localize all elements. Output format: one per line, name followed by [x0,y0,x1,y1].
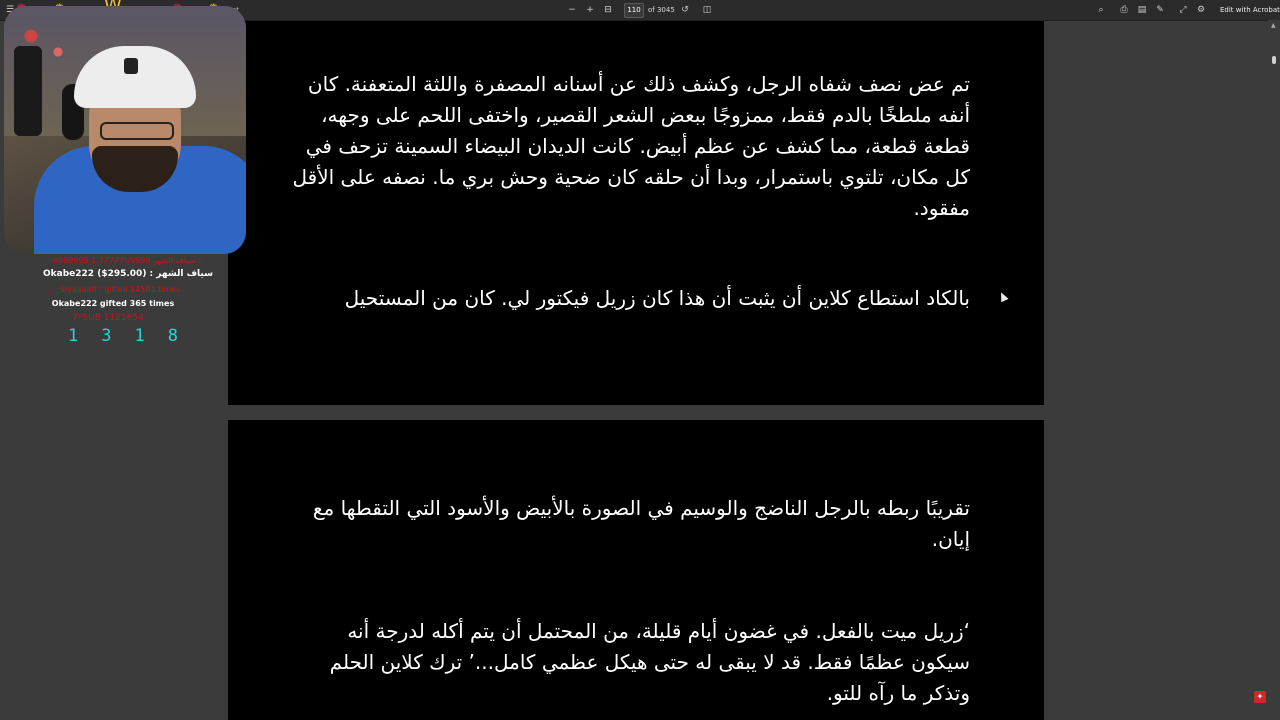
edit-with-acrobat-button[interactable]: Edit with Acrobat [1220,6,1280,14]
search-icon[interactable]: ⌕ [1098,5,1104,15]
counter-digit: 3 [101,326,112,346]
counter-digit: 8 [167,326,178,346]
page-paragraph: تم عض نصف شفاه الرجل، وكشف ذلك عن أسنانه المصفرة واللثة المتعفنة. كان أنفه ملطخًا بالدم فقط، ممزوجًا ببعض الشعر القصير، واختفى اللحم على وجهه، قطعة قطعة، مما كشف عن عظم أبيض. كانت الديدان البيضاء السمينة تزحف في كل مكان، تلتوي باستمرار، وبدا أن حلقه كان ضحية وحش بري ما. نصفه على الأقل مفقود. [292,72,970,220]
page-total-label: of 3045 [648,6,675,14]
acrobat-logo-icon[interactable]: ✦ [1254,691,1266,703]
sub-counter [68,326,178,346]
annotate-icon[interactable]: ✎ [1156,5,1164,15]
expand-icon[interactable]: ⤢ [1179,5,1187,15]
page-paragraph: تقريبًا ربطه بالرجل الناضج والوسيم في الصورة بالأبيض والأسود التي التقطها مع إيان. [312,496,970,551]
counter-digit: 1 [68,326,79,346]
page-paragraph: ‘زريل ميت بالفعل. في غضون أيام قليلة، من المحتمل أن يتم أكله لدرجة أنه سيكون عظمًا فقط. قد لا يبقى له حتى هيكل عظمي كامل...’ ترك كلاين الحلم وتذكر ما رآه للتو. [329,619,970,705]
fit-page-icon[interactable]: ⊟ [604,5,612,15]
save-icon[interactable]: ▤ [1137,5,1147,15]
webcam-feed [4,6,246,254]
sub-count-text: 7*SUB 1121654 [72,313,144,323]
pdf-page [228,420,1044,720]
scrollbar-thumb[interactable] [1272,56,1276,64]
print-icon[interactable]: ⎙ [1120,5,1128,15]
page-number-input[interactable]: 110 [624,3,644,18]
page-view-icon[interactable]: ◫ [702,5,712,15]
zoom-in-button[interactable]: + [586,5,594,15]
rotate-icon[interactable]: ↺ [681,5,689,15]
vertical-scrollbar[interactable] [1268,20,1280,720]
page-paragraph: بالكاد استطاع كلاين أن يثبت أن هذا كان زريل فيكتور لي. كان من المستحيل [344,286,970,310]
goal-text: 9999999 1 77777!/9999 ؛؛ سياف الشهر [53,256,203,265]
gifter-text: Okabe222 gifted 365 times [51,299,175,308]
gift-text: Siyaaaaff ؛ gifted 14501 times [59,285,181,294]
pdf-page [228,21,1044,405]
microphone-icon [14,46,42,136]
settings-gear-icon[interactable]: ⚙ [1196,5,1206,15]
top-supporter-text: Okabe222 ($295.00) : سياف الشهر [43,269,213,279]
counter-digit: 1 [134,326,145,346]
scroll-up-arrow-icon[interactable]: ▲ [1271,22,1276,29]
mouse-cursor-icon [997,291,1008,303]
zoom-out-button[interactable]: − [568,5,576,15]
